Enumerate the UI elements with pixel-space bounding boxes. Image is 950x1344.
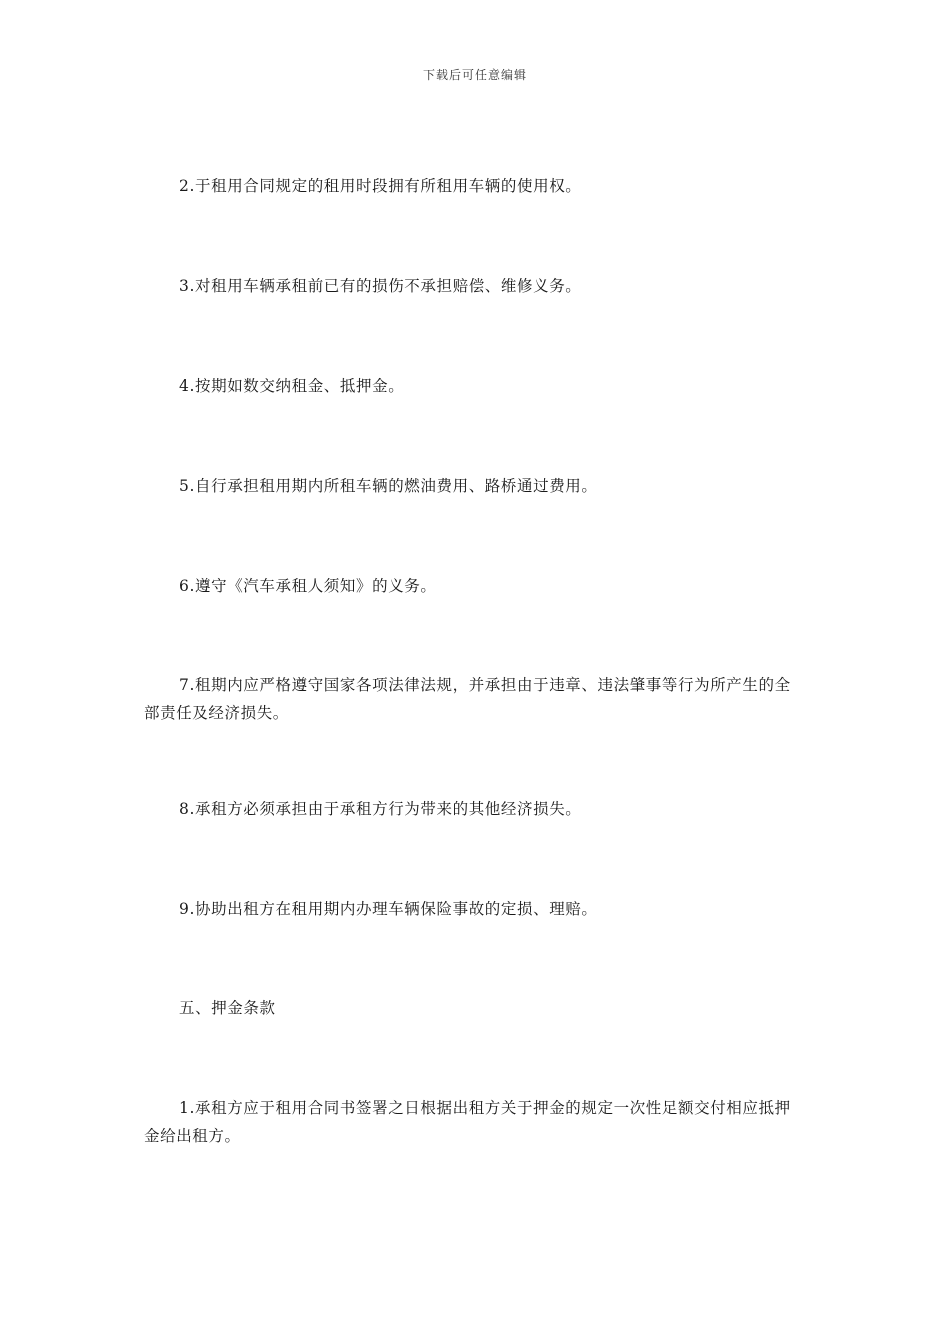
deposit-clause-1: 1.承租方应于租用合同书签署之日根据出租方关于押金的规定一次性足额交付相应抵押 金给出租方。 <box>144 1099 791 1145</box>
clause-5: 5.自行承担租用期内所租车辆的燃油费用、路桥通过费用。 <box>179 477 598 495</box>
clause-4: 4.按期如数交纳租金、抵押金。 <box>179 377 405 395</box>
clause-7: 7.租期内应严格遵守国家各项法律法规，并承担由于违章、违法肇事等行为所产生的全部责任及经济损失。 <box>144 676 791 722</box>
clause-2: 2.于租用合同规定的租用时段拥有所租用车辆的使用权。 <box>179 177 582 195</box>
clause-6: 6.遵守《汽车承租人须知》的义务。 <box>179 577 437 595</box>
clause-9: 9.协助出租方在租用期内办理车辆保险事故的定损、理赔。 <box>179 900 598 918</box>
clause-8: 8.承租方必须承担由于承租方行为带来的其他经济损失。 <box>179 800 582 818</box>
section-heading-deposit: 五、押金条款 <box>179 999 276 1017</box>
page-header: 下载后可任意编辑 <box>422 68 527 82</box>
clause-3: 3.对租用车辆承租前已有的损伤不承担赔偿、维修义务。 <box>179 277 582 295</box>
